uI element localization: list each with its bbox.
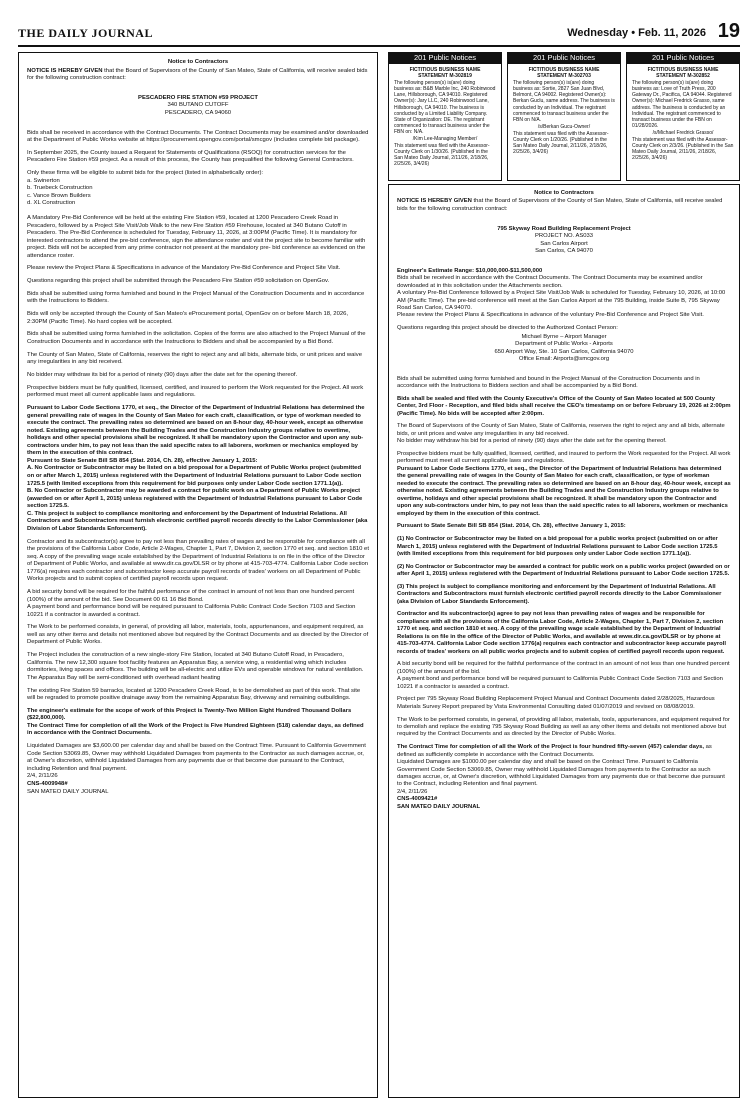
- firm-item: b. Truebeck Construction: [27, 185, 93, 192]
- fbn-notice: [388, 63, 502, 181]
- paragraph: B. No Contractor or Subcontractor may be awarded a contract for public work on a Department of Public Works project (awarded on or after April 1, 2015) unless registered with the Department of Industrial Relations pursuant to Labor Code section 1725.5.: [27, 488, 363, 510]
- contact-line: 650 Airport Way, Ste. 10 San Carlos, California 94070: [494, 348, 634, 355]
- fbn-signature: /s/Michael Fredrick Grasso/: [652, 129, 714, 136]
- project-city: San Carlos, CA 94070: [535, 248, 593, 254]
- firm-item: c. Vance Brown Builders: [27, 192, 91, 199]
- paragraph: The Board of Supervisors of the County of San Mateo, State of California, reserves the right to reject any and all bids, alternate bids, or unit prices and waive any irregularities in any bid received. No bidder may withdraw his bid for a period of ninety (90) days after the date set for the opening thereof.: [397, 423, 725, 445]
- paragraph: The engineer's estimate for the scope of work of this Project is Twenty-Two Million Eight Hundred Thousand Dollars ($22,800,000).: [27, 707, 352, 722]
- project-number: PROJECT NO. AS033: [534, 233, 594, 240]
- page-number: 19: [717, 20, 740, 42]
- paper-name: SAN MATEO DAILY JOURNAL: [397, 803, 481, 810]
- paragraph: Bids shall be submitted using forms furnished and bound in the Project Manual of the Construction Documents and in accordance with the Instructions to Bidders.: [27, 290, 365, 305]
- paragraph: The Work to be performed consists, in general, of providing all labor, materials, tools, appurtenances, and equipment required for to demolish and replace the existing 795 Skyway Road Building as well as any other items and details not mentioned above but required by the Contract Documents and as directed by the Director of Public Works.: [397, 716, 730, 738]
- paragraph: A Mandatory Pre-Bid Conference will be held at the existing Fire Station #59, located at 1200 Pescadero Creek Road in Pescadero, followed by a Project Site Visit/Job Walk to the new Fire Station #59 Firehouse, located at 340 Butano Cutoff in Pescadero. The Pre-Bid Conference is scheduled for Tuesday, February 11, 2026, at 3:00PM (Pacific Time). It is mandatory for interested contractors to attend the pre-bid conference, sign the attendance roster and visit the project site to become familiar with project. Bids will not be accepted from any prime contractor not present at the mandatory pre- bid conference as evidenced on the attendance roster.: [27, 214, 366, 259]
- paragraph: (2) No Contractor or Subcontractor may be awarded a contract for public work on a public works project (awarded on or after April 1, 2015) unless registered with the Department of Industrial Relations pursuant to Labor Code section 1725.5.: [397, 563, 730, 578]
- paragraph: (1) No Contractor or Subcontractor may be listed on a bid proposal for a public works project (submitted on or after March 1, 2015) unless registered with the Department of Industrial Relations pursuant to Labor Code section 1725.5 (with limited exceptions from this requirement for bid purposes only under Labor Code section 1771.1(a)).: [397, 536, 718, 557]
- fbn-filing: This statement was filed with the Assessor-County Clerk on 1/20/26. (Published in the San Mateo Daily Journal, 2/11/26, 2/18/26, 2/25/26, 3/4/26): [513, 130, 609, 156]
- paragraph: Bids shall be sealed and filed with the County Executive's Office of the County of San Mateo located at 500 County Center, 3rd Floor - Reception, and filed bids shall receive the CEO's timestamp on or before February 19, 2026 at 2:00pm (Pacific Time). No bids will be accepted after 2:00pm.: [397, 395, 731, 417]
- paper-name: SAN MATEO DAILY JOURNAL: [27, 788, 109, 795]
- paragraph: In September 2025, the County issued a Request for Statements of Qualifications (RSOQ) for construction services for the Pescadero Fire Station #59 project. As a result of this process, the County has prequalified the following General Contractors.: [27, 149, 354, 164]
- issue-date: Wednesday • Feb. 11, 2026: [567, 27, 706, 39]
- estimate: Engineer's Estimate Range: $10,000,000-$11,500,000: [397, 267, 543, 274]
- paragraph: The Work to be performed consists, in general, of providing all labor, materials, tools, appurtenances, and equipment required, as well as any other items and details not mentioned above but required by the Contract Documents and as directed by the Director of Department of Public Works.: [27, 624, 369, 646]
- paragraph: A. No Contractor or Subcontractor may be listed on a bid proposal for a Department of Public Works project (submitted on or after March 1, 2015) unless registered with the Department of Industrial Relations pursuant to Labor Code section 1725.5 (with limited exceptions from this requirement for bid purposes only under Labor Code section 1771.1(a)).: [27, 465, 362, 487]
- paragraph: Contractor and its subcontractor(s) agree to pay not less than prevailing rates of wages and be responsible for compliance with all the provisions of the California Labor Code, Article 2-Wages, Chapter 1, Part 7, Division 2, section 1770 et seq. and section 1810 et seq. A copy of the prevailing wage scale established by the Department of Industrial Relations is on file in the office of the Director of Department of Public Works, and available at www.dir.ca.gov/DLSR or by phone at 415-703-4774. California Labor Code section 1776(a) requires each contractor and subcontractor keep accurate payroll records of trades' workers on all Department of Public Works projects and to submit copies of certified payroll records upon request.: [27, 538, 369, 583]
- notice-footer: [27, 773, 369, 796]
- paragraph: The Contract Time for completion of all the Work of the Project is four hundred fifty-seven (457) calendar days, as defined as sufficiently complete in accordance with the Contract Documents.: [397, 744, 712, 758]
- masthead-rule: [18, 45, 740, 47]
- paragraph: Pursuant to Labor Code Sections 1770, et seq., the Director of the Department of Industrial Relations has determined the general prevailing rate of wages in the County of San Mateo for each craft, classification, or type of workman needed to execute the contract. The prevailing rates so determined are based on an 8-hour day, 40-hour week, except as otherwise noted. Existing agreements between the Building Trades and the Construction Industry groups relative to overtime, holidays and other special provisions shall be recognized. It shall be mandatory upon the Contractor and upon any sub- contractors under him, to pay not less than the said specific rates to all laborers, workmen or mechanics employed by them in the execution of this contract.: [27, 405, 365, 457]
- fbn-filing: This statement was filed with the Assessor-County Clerk on 2/3/26. (Published in the San Mateo Daily Journal, 2/11/26, 2/18/26, 2/25/26, 3/4/26): [632, 137, 734, 162]
- section-header: 201 Public Notices: [626, 52, 740, 63]
- paragraph: Questions regarding this project should be directed to the Authorized Contact Person:: [397, 325, 618, 332]
- notice-pescadero-fire-station: [18, 52, 378, 1098]
- notice-intro: NOTICE IS HEREBY GIVEN that the Board of Supervisors of the County of San Mateo, State of California, will receive sealed bids for the following construction contract:: [27, 67, 368, 82]
- fbn-body: The following person(s) is(are) doing business as: B&B Marble Inc, 240 Robinwood Lane, Hillsborough, CA 94010. Registered Owner(s): Jary LLC, 240 Robinwood Lane, Hillsborough, CA 94010. The business is conducted by a Limited Liability Company. State of Organization: DE. The registrant commenced to transact business under the FBN on: N/A.: [394, 80, 496, 135]
- paragraph: Prospective bidders must be fully qualified, licensed, certified, and insured to perform the Work requested for the Project. All work performed must meet all current applicable laws and regulations.: [27, 384, 364, 399]
- section-header: 201 Public Notices: [507, 52, 621, 63]
- contact-block: [397, 334, 731, 364]
- paragraph: The Contract Time for completion of all the Work of the Project is Five Hundred Eighteen (518) calendar days, as defined in accordance with the Contract Documents.: [27, 722, 364, 737]
- paragraph: Pursuant to State Senate Bill SB 854 (Stat. 2014, Ch. 28), effective January 1, 2015:: [27, 457, 258, 464]
- project-address-2: PESCADERO, CA 94060: [164, 109, 232, 116]
- fbn-filing: This statement was filed with the Assessor-County Clerk on 1/30/26. (Published in the San Mateo Daily Journal, 2/11/26, 2/18/26, 2/25/26, 3/4/26): [394, 143, 490, 168]
- contact-line: Michael Byrne – Airport Manager: [521, 333, 607, 340]
- fbn-body: The following person(s) is(are) doing business as: Sortie, 2827 San Juan Blvd, Belmont, CA 94002. Registered Owner(s): Berkan Guclu, same address. The business is conducted by an Individual. The registrant commenced to transact business under the FBN on N/A.: [513, 80, 615, 123]
- paragraph: (3) This project is subject to compliance monitoring and enforcement by the Department of Industrial Relations. All Contractors and Subcontractors must furnish electronic certified payroll records directly to the Labor Commissioner (aka Division of Labor Standards Enforcement).: [397, 583, 722, 605]
- paragraph: Bids shall be received in accordance with the Contract Documents. The Contract Documents may be examined and/or downloaded at the Department of Public Works website at https://procurement.opengov.com/portal/smcgov (includes complete bid package).: [27, 129, 369, 144]
- contact-line: Department of Public Works - Airports: [515, 341, 613, 348]
- paragraph: Pursuant to State Senate Bill SB 854 (Stat. 2014, Ch. 28), effective January 1, 2015:: [397, 523, 626, 530]
- paragraph: Bids shall be submitted using forms furnished and bound in the Project Manual of the Construction Documents and in accordance with the Instructions to Bidders section and shall be accompanied by a Bid Bond.: [397, 375, 700, 390]
- cns-number: CNS-4009421#: [397, 796, 438, 803]
- project-location: San Carlos Airport: [540, 240, 588, 247]
- paragraph: Liquidated Damages are $3,600.00 per calendar day and shall be based on the Contract Time. Pursuant to California Government Code Section 53069.85, Owner may withhold Liquidated Damages from payments to the Contractor as such damages accrue, or, at Owner's discretion, withhold Liquidated Damages from any payments due or that become due pursuant to the Contract, including Retention and final payment.: [27, 743, 366, 772]
- paragraph: A bid security bond will be required for the faithful performance of the contract in an amount of not less than one hundred percent (100%) of the amount of the bid. A payment bond and performance bond will be required pursuant to California Public Contract Code Section 7103 and Section 10221 if a contractor is awarded a contract.: [397, 661, 730, 690]
- fbn-title: FICTITIOUS BUSINESS NAME STATEMENT M-302852: [647, 67, 719, 80]
- fbn-signature: /Kim Lee-Managing Member/: [412, 136, 478, 143]
- notice-footer: [397, 789, 731, 811]
- fbn-title: FICTITIOUS BUSINESS NAME STATEMENT M-302819: [409, 67, 481, 80]
- masthead: [18, 22, 740, 42]
- fbn-notice: [626, 63, 740, 181]
- paragraph: Contractor and its subcontractor(s) agree to pay not less than prevailing rates of wages and be responsible for compliance with all the provisions of the California Labor Code, Article 2-Wages, Chapter 1, Part 7, Division 2, section 1770 et seq. and section 1810 et seq. A copy of the prevailing wage scale established by the Department of Industrial Relations is on file in the office of the Director of Public Works, and available at www.dir.ca.gov/DLSR or by phone at 415-703-4774. California Labor Code section 1776(a) requires each contractor and subcontractor keep accurate payroll records of trades' workers on all public works projects and to submit copies of certified payroll records upon request.: [397, 611, 726, 655]
- contact-email: Office Email: Airports@smcgov.org: [518, 356, 610, 362]
- paragraph: Only these firms will be eligible to submit bids for the project (listed in alphabetically order): a. Swinerton b. Truebeck Construction c. Vance Brown Builders d. XL Construction: [27, 170, 264, 207]
- paragraph: Engineer's Estimate Range: $10,000,000-$11,500,000 Bids shall be received in accordance with the Contract Documents. The Contract Documents may be examined and/or downloaded at in this solicitation under the Attachments section. A voluntary Pre-Bid Conference followed by a Project Site Visit/Job Walk is scheduled for Tuesday, February 10, 2026, at 10:00 AM (Pacific Time). The pre-bid conference will meet at the San Carlos Airport at the 795 Building, inside Suite B, 795 Skyway Road San Carlos, CA 94070. Please review the Project Plans & Specifications in advance of the voluntary Pre-Bid Conference and Project Site Visit.: [397, 267, 726, 319]
- paragraph: Bids shall be submitted using forms furnished in the solicitation. Copies of the forms are also attached to the Project Manual of the Construction Documents and in accordance with the Instructions to Bidders and shall be accompanied by a Bid Bond.: [27, 331, 366, 345]
- paragraph: C. This project is subject to compliance monitoring and enforcement by the Department of Industrial Relations. All Contractors and Subcontractors must furnish electronic certified payroll records directly to the Labor Commissioner (aka Division of Labor Standards Enforcement).: [27, 510, 368, 532]
- paragraph: The existing Fire Station 59 barracks, located at 1200 Pescadero Creek Road, is to be demolished as part of this work. That site will be regraded to promote positive drainage away from the remaining Apparatus Bay, driveway and remaining outbuildings.: [27, 687, 361, 702]
- paragraph: Questions regarding this project shall be submitted through the Pescadero Fire Station #59 solicitation on OpenGov.: [27, 278, 330, 285]
- notice-heading: Notice to Contractors: [534, 190, 594, 196]
- section-header: 201 Public Notices: [388, 52, 502, 63]
- paragraph: Liquidated Damages are $1000.00 per calendar day and shall be based on the Contract Time. Pursuant to California Government Code Section 53069.85, Owner may withhold Liquidated Damages from payments to the Contractor as such damages accrue, or, at Owner's discretion, withhold Liquidated Damages from any payments due or that become due pursuant to the Contract, including Retention and final payment.: [397, 759, 725, 788]
- notice-intro: NOTICE IS HEREBY GIVEN that the Board of Supervisors of the County of San Mateo, State of California, will receive sealed bids for the following construction contract:: [397, 198, 723, 212]
- project-block: [27, 95, 369, 118]
- notice-skyway-road: [388, 184, 740, 1098]
- fbn-title: FICTITIOUS BUSINESS NAME STATEMENT M-302703: [528, 67, 600, 80]
- paragraph: Project per 795 Skyway Road Building Replacement Project Manual and Contract Documents dated 2/28/2025, Hazardous Materials Survey Report prepared by Vista Environmental Consulting dated 01/07/2019 and revised on 08/08/2019.: [397, 696, 715, 710]
- paragraph: A bid security bond will be required for the faithful performance of the contract in amount of not less than one hundred percent (100%) of the amount of the bid. See Document 00 61 16 Bid Bond. A payment bond and performance bond will be required pursuant to California Public Contract Code Section 7103 and Section 10221 if a contractor is awarded a contract.: [27, 588, 356, 618]
- project-title: PESCADERO FIRE STATION #59 PROJECT: [138, 94, 258, 101]
- paragraph: Please review the Project Plans & Specifications in advance of the Mandatory Pre-Bid Conference and Project Site Visit.: [27, 265, 341, 272]
- publish-dates: 2/4, 2/11/26: [27, 773, 58, 780]
- project-address-1: 340 BUTANO CUTOFF: [167, 102, 229, 109]
- newspaper-title: THE DAILY JOURNAL: [18, 26, 153, 40]
- project-block: [397, 226, 731, 256]
- fbn-signature: /s/Berkan Gucu-Owner/: [537, 123, 591, 130]
- publish-dates: 2/4, 2/11/26: [397, 788, 428, 795]
- paragraph: Pursuant to Labor Code Sections 1770, et seq., the Director of the Department of Industrial Relations has determined the general prevailing rate of wages in the County of San Mateo for each craft, classification, or type of workman needed to execute the contract. The prevailing rates so determined are based on an 8-hour day, 40-hour week, except as otherwise noted. Existing agreements between the Building Trades and the Construction Industry groups relative to overtime, holidays and other special provisions shall be recognized. It shall be mandatory upon the Contractor and upon any sub-contractors under him, to pay not less than the said specific rates to all laborers, workmen or mechanics employed by them in the execution of this contract.: [397, 465, 731, 517]
- firm-item: a. Swinerton: [27, 177, 60, 184]
- paragraph: Bids will only be accepted through the County of San Mateo's eProcurement portal, OpenGov on or before March 18, 2026, 2:30PM (Pacific Time). No hard copies will be accepted.: [27, 311, 349, 325]
- cns-number: CNS-4009948#: [27, 780, 68, 787]
- notice-heading: Notice to Contractors: [167, 59, 229, 65]
- project-title: 795 Skyway Road Building Replacement Project: [497, 225, 631, 232]
- paragraph: Prospective bidders must be fully qualified, licensed, certified, and insured to perform the Work requested for the Project. All work performed must meet all current applicable laws and regulations.: [397, 450, 731, 465]
- fbn-body: The following person(s) is(are) doing business as: Love of Truth Press, 200 Gateway Dr., Pacifica, CA 94044. Registered Owner(s): Michael Fredrick Grasso, same address. The business is conducted by an Individual. The registrant commenced to transact business under the FBN on 01/28/2026.: [632, 80, 732, 129]
- firm-item: d. XL Construction: [27, 200, 76, 207]
- paragraph: No bidder may withdraw its bid for a period of ninety (90) days after the date set for the opening thereof.: [27, 372, 298, 379]
- paragraph: The Project includes the construction of a new single-story Fire Station, located at 340 Butano Cutoff Road, in Pescadero, California. The new 12,300 square foot facility features an Apparatus Bay, a service wing, a residential wing which includes dormitories, living spaces and offices. The building will be all-electric and utilize EVs and operable windows for natural ventilation. The Apparatus Bay will be semi-conditioned with overhead radiant heating: [27, 652, 364, 681]
- fbn-notice: [507, 63, 621, 181]
- paragraph: The County of San Mateo, State of California, reserves the right to reject any and all bids, alternate bids, or unit prices and waive any irregularities in any bid received.: [27, 351, 362, 366]
